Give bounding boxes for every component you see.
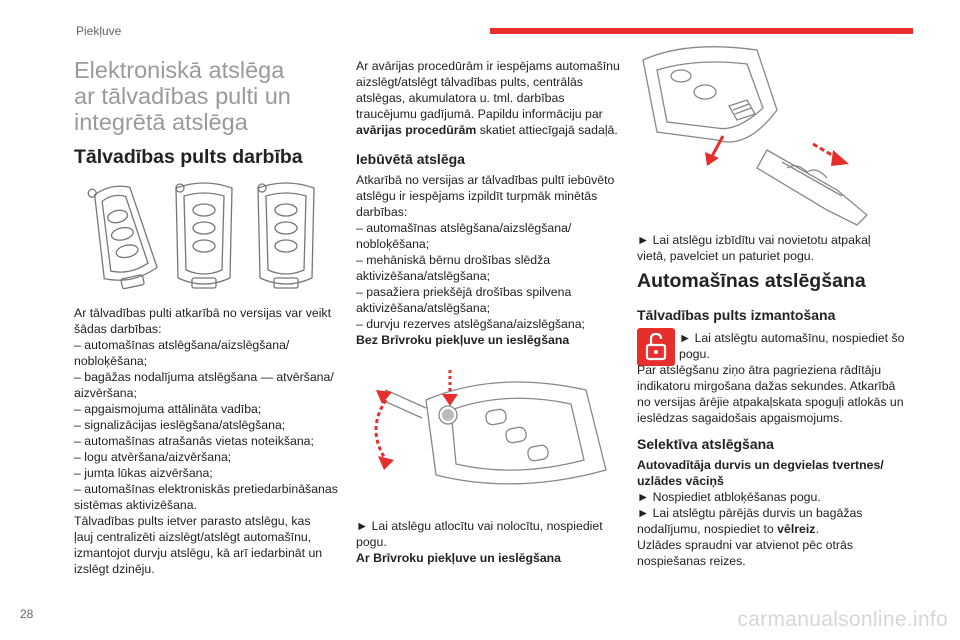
text-line: – automašīnas elektroniskās pretiedarbināšanas (74, 482, 338, 496)
bold-label: Autovadītāja durvis un degvielas tvertnes/ (637, 458, 884, 472)
bold-term: avārijas procedūrām (356, 123, 477, 137)
bold-label: Bez Brīvroku piekļuve un ieslēgšana (356, 333, 570, 347)
text-line: – mehāniskā bērnu drošības slēdža (356, 253, 551, 267)
text-line: ► Lai atslēgtu pārējās durvis un bagāžas (637, 506, 863, 520)
remote-keys-illustration (74, 176, 334, 296)
title-line: Elektroniskā atslēga (74, 57, 285, 83)
text-line: – logu atvēršana/aizvēršana; (74, 450, 232, 464)
unlock-description (637, 362, 912, 426)
text-line: traucējumu gadījumā. Papildu informāciju par (356, 107, 603, 121)
bold-label: uzlādes vāciņš (637, 474, 724, 488)
text-line: nobloķēšana; (356, 237, 430, 251)
text-line: ► Lai atslēgtu automašīnu, nospiediet šo (679, 331, 905, 345)
subheading-selective: Selektīva atslēgšana (637, 436, 774, 452)
text-line: ► Lai atslēgu atlocītu vai nolocītu, nospiediet (356, 519, 603, 533)
fold-step-text (356, 518, 626, 566)
text-line: Atkarībā no versijas ar tālvadības pultī iebūvēto (356, 173, 615, 187)
text-line: pogu. (356, 535, 387, 549)
text-line: ► Nospiediet atbloķēšanas pogu. (637, 490, 821, 504)
text-line: izslēgt dzinēju. (74, 562, 155, 576)
text-line: Ar avārijas procedūrām ir iespējams automašīnu (356, 59, 620, 73)
text-span: nodalījumu, nospiediet to (637, 522, 778, 536)
text-line (637, 521, 912, 537)
text-line: – apgaismojuma attālināta vadība; (74, 402, 262, 416)
text-line: aktivizēšana/atslēgšana; (356, 269, 490, 283)
text-line: šādas darbības: (74, 322, 162, 336)
text-line: – pasažiera priekšējā drošības spilvena (356, 285, 572, 299)
bold-label: Ar Brīvroku piekļuve un ieslēgšana (356, 551, 562, 565)
text-line: – jumta lūkas aizvēršana; (74, 466, 213, 480)
text-line: vietā, pavelciet un paturiet pogu. (637, 249, 815, 263)
emergency-text (356, 58, 626, 138)
subheading-integrated-key: Iebūvētā atslēga (356, 151, 465, 167)
text-line: – automašīnas atslēgšana/aizslēgšana/ (74, 338, 290, 352)
text-line: indikatoru mirgošana dažas sekundes. Atkarībā (637, 379, 896, 393)
text-line: Uzlādes spraudni var atvienot pēc otrās (637, 538, 853, 552)
text-line: izmantojot durvju atslēgu, kā arī iedarbināt un (74, 546, 323, 560)
text-line: – automašīnas atrašanās vietas noteikšana; (74, 434, 314, 448)
text-line: ieslēdzas sagaidošais apgaismojums. (637, 411, 843, 425)
text-line: sistēmas aktivizēšana. (74, 498, 198, 512)
page-number: 28 (20, 607, 34, 621)
slide-step-text (637, 232, 912, 264)
unlock-icon (637, 328, 675, 366)
text-line: aizvēršana; (74, 386, 137, 400)
text-line: nospiešanas reizes. (637, 554, 746, 568)
text-line: – bagāžas nodalījuma atslēgšana — atvēršana/ (74, 370, 334, 384)
text-line: ► Lai atslēgu izbīdītu vai novietotu atpakaļ (637, 233, 871, 247)
text-line: no versijas ārējie atpakaļskata spoguļi atlokās un (637, 395, 904, 409)
section-heading-remote: Tālvadības pults darbība (74, 146, 303, 168)
section-header: Piekļuve (76, 24, 122, 38)
watermark: carmanualsonline.info (737, 608, 948, 631)
page-title (74, 57, 314, 135)
integrated-key-text (356, 172, 626, 348)
bold-term: vēlreiz (777, 522, 816, 536)
header-accent-bar (490, 28, 913, 34)
text-line: Ar tālvadības pulti atkarībā no versijas var veikt (74, 306, 331, 320)
title-line: ar tālvadības pulti un (74, 83, 291, 109)
text-line: – automašīnas atslēgšana/aizslēgšana/ (356, 221, 572, 235)
text-line: ļauj centralizēti aizslēgt/atslēgt automašīnu, (74, 530, 312, 544)
text-line: aizslēgt/atslēgt tālvadības pults, centrālās (356, 75, 583, 89)
selective-text (637, 457, 912, 569)
text-line: – signalizācijas ieslēgšana/atslēgšana; (74, 418, 286, 432)
title-line: integrētā atslēga (74, 109, 248, 135)
unlock-step-text (679, 330, 914, 362)
text-line: nobloķēšana; (74, 354, 148, 368)
text-line: pogu. (679, 347, 710, 361)
section-heading-unlocking: Automašīnas atslēgšana (637, 270, 866, 292)
text-line: atslēgu ir iespējams izpildīt turpmāk minētās (356, 189, 598, 203)
folding-key-illustration (356, 360, 626, 500)
subheading-using-remote: Tālvadības pults izmantošana (637, 307, 836, 323)
text-line (356, 122, 626, 138)
text-span: skatiet attiecīgajā sadaļā. (476, 123, 618, 137)
text-line: atslēgas, akumulatora u. tml. darbības (356, 91, 565, 105)
text-line: aktivizēšana/atslēgšana; (356, 301, 490, 315)
text-line: Tālvadības pults ietver parasto atslēgu, kas (74, 514, 311, 528)
text-span: . (815, 522, 819, 536)
sliding-key-illustration (637, 40, 907, 235)
text-line: darbības: (356, 205, 408, 219)
remote-functions-text (74, 305, 344, 577)
text-line: – durvju rezerves atslēgšana/aizslēgšana; (356, 317, 585, 331)
text-line: Par atslēgšanu ziņo ātra pagrieziena rādītāju (637, 363, 882, 377)
